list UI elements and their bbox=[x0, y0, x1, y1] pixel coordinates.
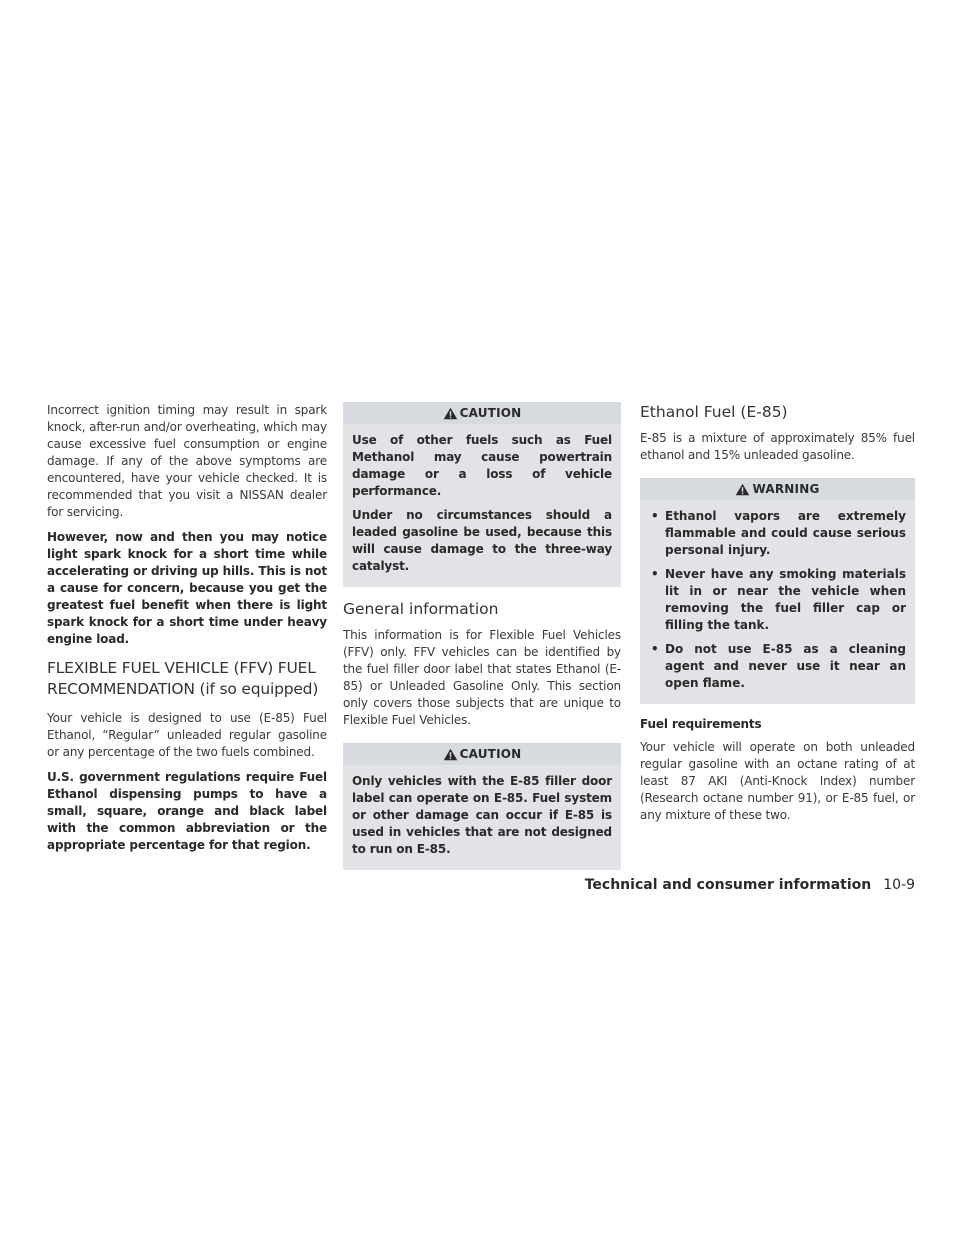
caution-box-e85-label bbox=[343, 743, 621, 870]
subheading-general-information: General information bbox=[343, 600, 499, 618]
warning-item-text: Ethanol vapors are extremely flammable and could cause serious personal injury. bbox=[665, 509, 906, 557]
page-footer bbox=[585, 877, 915, 893]
caution-text: Only vehicles with the E-85 filler door label can operate on E-85. Fuel system or other damage can occur if E-85 is used in vehicles that are not designed to run on E-85. bbox=[352, 774, 612, 856]
warning-triangle-icon bbox=[443, 748, 458, 761]
paragraph-ffv-info: This information is for Flexible Fuel Vehicles (FFV) only. FFV vehicles can be identified by the fuel filler door label that states Ethanol (E-85) or Unleaded Gasoline Only. This section only covers those subjects that are unique to Flexible Fuel Vehicles. bbox=[343, 628, 621, 727]
paragraph-ignition-timing: Incorrect ignition timing may result in spark knock, after-run and/or overheating, which may cause excessive fuel consumption or engine damage. If any of the above symptoms are encountered, have your vehicle checked. It is recommended that you visit a NISSAN dealer for servicing. bbox=[47, 403, 327, 519]
column-1 bbox=[47, 402, 327, 862]
caution-text: Under no circumstances should a leaded gasoline be used, because this will cause damage to the three-way catalyst. bbox=[352, 508, 612, 573]
caution-header bbox=[343, 402, 621, 424]
paragraph-regulations: U.S. government regulations require Fuel Ethanol dispensing pumps to have a small, square, orange and black label with the common abbreviation or the appropriate percentage for that region. bbox=[47, 770, 327, 852]
bullet: • bbox=[651, 642, 659, 656]
paragraph-e85-mixture: E-85 is a mixture of approximately 85% fuel ethanol and 15% unleaded gasoline. bbox=[640, 431, 915, 462]
footer-section-title: Technical and consumer information bbox=[584, 877, 872, 893]
section-heading-ffv: FLEXIBLE FUEL VEHICLE (FFV) FUEL RECOMMENDATION (if so equipped) bbox=[47, 659, 319, 698]
page-number: 10-9 bbox=[883, 877, 915, 893]
caution-text: Use of other fuels such as Fuel Methanol may cause powertrain damage or a loss of vehicle performance. bbox=[352, 433, 612, 498]
warning-box-ethanol bbox=[640, 478, 915, 704]
warning-header bbox=[640, 478, 915, 500]
column-3 bbox=[640, 402, 915, 832]
caution-body bbox=[343, 765, 621, 870]
warning-list-item bbox=[649, 641, 906, 692]
label-fuel-requirements: Fuel requirements bbox=[640, 717, 762, 731]
caution-header bbox=[343, 743, 621, 765]
warning-title: WARNING bbox=[752, 482, 820, 496]
paragraph-ffv-design: Your vehicle is designed to use (E-85) Fuel Ethanol, “Regular” unleaded regular gasoline or any percentage of the two fuels combined. bbox=[47, 711, 327, 759]
warning-item-text: Never have any smoking materials lit in or near the vehicle when removing the fuel filler cap or filling the tank. bbox=[665, 567, 906, 632]
bullet: • bbox=[651, 567, 659, 581]
warning-list-item bbox=[649, 566, 906, 634]
warning-body bbox=[640, 500, 915, 704]
column-2 bbox=[343, 402, 621, 882]
warning-triangle-icon bbox=[735, 483, 750, 496]
warning-triangle-icon bbox=[443, 407, 458, 420]
warning-list-item bbox=[649, 508, 906, 559]
subheading-ethanol-fuel: Ethanol Fuel (E-85) bbox=[640, 403, 788, 421]
caution-title: CAUTION bbox=[459, 747, 522, 761]
paragraph-fuel-requirements: Your vehicle will operate on both unleaded regular gasoline with an octane rating of at least 87 AKI (Anti-Knock Index) number (Research octane number 91), or E-85 fuel, or any mixture of these two. bbox=[640, 740, 915, 822]
warning-list bbox=[649, 508, 906, 692]
warning-item-text: Do not use E-85 as a cleaning agent and never use it near an open flame. bbox=[665, 642, 906, 690]
caution-box-fuel-methanol bbox=[343, 402, 621, 587]
caution-title: CAUTION bbox=[459, 406, 522, 420]
caution-body bbox=[343, 424, 621, 587]
bullet: • bbox=[651, 509, 659, 523]
paragraph-spark-knock: However, now and then you may notice light spark knock for a short time while accelerating or driving up hills. This is not a cause for concern, because you get the greatest fuel benefit when there is light spark knock for a short time under heavy engine load. bbox=[47, 530, 327, 646]
